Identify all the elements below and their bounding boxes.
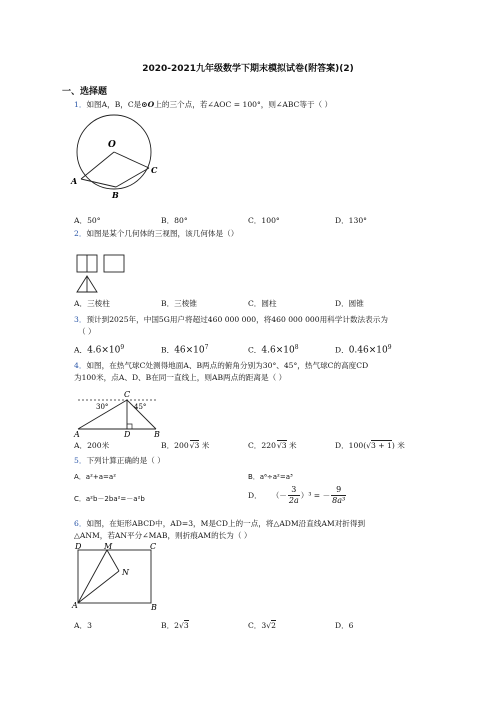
label-b: B xyxy=(151,603,157,612)
q4-balloon-figure xyxy=(74,387,164,437)
q3-option-d[interactable] xyxy=(335,344,392,356)
q2-option-d[interactable]: D．圆锥 xyxy=(335,299,364,308)
option-paren-left: （－ xyxy=(271,491,287,500)
question-6-line2: △ANM，若AN平分∠MAB，则折痕AM的长为（ ） xyxy=(74,531,252,540)
option-label: D． xyxy=(335,345,349,355)
label-c: C xyxy=(124,390,131,399)
q4-option-c[interactable]: C．220√3 米 xyxy=(248,441,297,450)
option-mantissa: 4.6×10 xyxy=(261,345,295,356)
question-1 xyxy=(74,100,332,110)
sqrt-radicand: 3 xyxy=(194,441,200,450)
q6-option-a[interactable]: A．3 xyxy=(74,621,92,630)
label-a: A xyxy=(71,176,78,186)
option-text: C．220 xyxy=(248,441,276,450)
circle-symbol: ⊙O xyxy=(141,100,155,109)
question-number: 5． xyxy=(74,456,87,465)
frac-denominator: 2a xyxy=(288,496,299,505)
q5-option-a[interactable]: A．a²+a=a² xyxy=(74,473,116,481)
option-inner: 3 + 1 xyxy=(371,441,392,450)
q1-option-a[interactable]: A．50° xyxy=(74,216,101,225)
q2-option-b[interactable]: B．三棱锥 xyxy=(161,299,197,308)
question-2 xyxy=(74,229,238,239)
question-4 xyxy=(74,361,368,371)
q3-option-b[interactable] xyxy=(161,344,208,356)
q2-option-c[interactable]: C．圆柱 xyxy=(248,299,277,308)
sqrt-radicand: 2 xyxy=(271,621,276,630)
frac-denominator-2: 8a³ xyxy=(332,496,346,505)
sqrt-radicand: 3 xyxy=(281,441,287,450)
q2-three-views-figure xyxy=(76,248,132,294)
q5-option-c[interactable]: C．a²b－2ba²=－a²b xyxy=(74,495,145,503)
q1-option-d[interactable]: D．130° xyxy=(335,216,367,225)
label-c: C xyxy=(151,165,158,175)
label-c: C xyxy=(150,542,157,551)
question-number: 1． xyxy=(74,100,87,109)
label-a: A xyxy=(74,430,80,439)
q2-option-a[interactable]: A．三棱柱 xyxy=(74,299,110,308)
frac-numerator: 3 xyxy=(291,485,297,494)
question-text-cont: 上的三个点，若∠AOC = 100°，则∠ABC等于（ ） xyxy=(154,100,333,109)
question-number: 2． xyxy=(74,229,87,238)
label-n: N xyxy=(122,568,129,577)
question-text: 如图A，B，C是 xyxy=(86,100,142,109)
q1-option-b[interactable]: B．80° xyxy=(161,216,188,225)
question-text: 预计到2025年，中国5G用户将超过460 000 000，将460 000 000用科学计数法表示为 xyxy=(86,315,388,324)
section-heading: 一、选择题 xyxy=(62,87,108,97)
option-exponent: 7 xyxy=(204,344,209,351)
sqrt-radicand: 3 xyxy=(183,621,189,630)
question-6 xyxy=(74,519,365,529)
label-d: D xyxy=(75,542,82,551)
q6-option-c[interactable]: C．3√2 xyxy=(248,621,276,630)
option-exponent: 8 xyxy=(294,344,299,351)
label-b: B xyxy=(154,430,160,439)
option-exponent: 9 xyxy=(387,344,392,351)
question-3 xyxy=(74,315,388,325)
q5-option-b[interactable]: B．a⁶÷a²=a³ xyxy=(248,473,293,481)
option-unit: 米 xyxy=(397,441,405,450)
label-m: M xyxy=(104,542,113,551)
option-label: D． xyxy=(248,491,262,500)
q1-circle-figure xyxy=(68,112,168,200)
question-number: 4． xyxy=(74,361,87,370)
question-5 xyxy=(74,456,165,466)
label-d: D xyxy=(124,430,131,439)
question-text: 下列计算正确的是（ ） xyxy=(86,456,165,465)
option-text: B．200 xyxy=(161,441,189,450)
question-text: 如图，在矩形ABCD中，AD=3，M是CD上的一点，将△ADM沿直线AM对折得到 xyxy=(86,519,366,528)
question-text: 如图，在热气球C处测得地面A、B两点的俯角分别为30°、45°，热气球C的高度CD xyxy=(86,361,369,370)
q3-option-a[interactable] xyxy=(74,344,124,356)
frac-numerator-2: 9 xyxy=(336,485,342,494)
option-paren-right: ）³ = － xyxy=(300,491,331,500)
label-o: O xyxy=(108,140,116,150)
label-a: A xyxy=(72,601,78,610)
option-text: C．3 xyxy=(248,621,267,630)
q6-option-d[interactable]: D．6 xyxy=(335,621,354,630)
option-text: D．100 xyxy=(335,441,364,450)
label-30: 30° xyxy=(96,403,109,411)
question-number: 3． xyxy=(74,315,87,324)
q3-option-c[interactable] xyxy=(248,344,299,356)
option-label: B． xyxy=(161,345,175,355)
option-label: C． xyxy=(248,345,262,355)
question-number: 6． xyxy=(74,519,87,528)
q4-option-b[interactable]: B．200√3 米 xyxy=(161,441,210,450)
option-mantissa: 0.46×10 xyxy=(348,345,388,356)
option-label: A． xyxy=(74,345,88,355)
label-b: B xyxy=(112,190,119,200)
option-mantissa: 46×10 xyxy=(174,345,205,356)
page-title: 2020-2021九年级数学下期末模拟试卷(附答案)(2) xyxy=(142,64,354,74)
q5-option-d[interactable] xyxy=(248,485,347,506)
question-4-line2: 为100米，点A、D、B在同一直线上，则AB两点的距离是（ ） xyxy=(74,373,287,382)
question-text: 如图是某个几何体的三视图，该几何体是（） xyxy=(86,229,239,238)
q6-option-b[interactable]: B．2√3 xyxy=(161,621,189,630)
q4-option-d[interactable]: D．100(√3 + 1) 米 xyxy=(335,441,405,450)
q4-option-a[interactable]: A．200米 xyxy=(74,441,110,450)
option-text: B．2 xyxy=(161,621,180,630)
option-unit: 米 xyxy=(201,441,210,450)
question-3-line2: （ ） xyxy=(78,327,96,336)
option-mantissa: 4.6×10 xyxy=(87,345,121,356)
label-45: 45° xyxy=(134,403,147,411)
option-exponent: 9 xyxy=(120,344,125,351)
option-unit: 米 xyxy=(289,441,297,450)
q1-option-c[interactable]: C．100° xyxy=(248,216,280,225)
q6-rectangle-figure xyxy=(72,542,162,614)
